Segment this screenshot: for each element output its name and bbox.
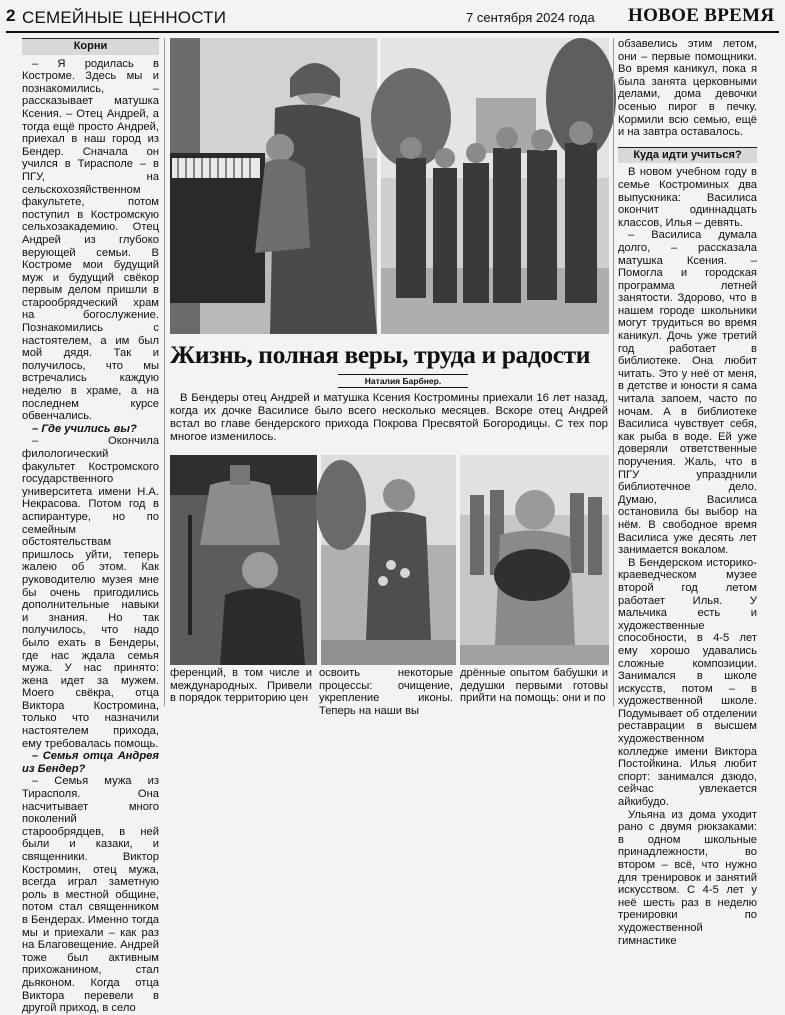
bottom-column-1 — [170, 667, 312, 710]
photo-bell-ringer — [170, 455, 317, 665]
issue-date: 7 сентября 2024 года — [466, 10, 595, 25]
paragraph: дрённые опытом бабушки и дедушки первыми готовы прийти на помощь: они и по — [460, 667, 608, 705]
header-rule — [6, 31, 779, 33]
article-author: Наталия Барбнер. — [338, 374, 468, 388]
paragraph: Ульяна из дома уходит рано с двумя рюкзаками: в одном школьные принадлежности, во втором – всё, что нужно для тренировок и занятий искусством. С 4-5 лет у неё шесть раз в неделю тренировки по художественной гимнастике — [618, 808, 757, 947]
bottom-column-3 — [460, 667, 608, 710]
paragraph: – Окончила филологический факультет Костромского государственного университета имени Н.А. Некрасова. Потом год в аспирантуре, но по семейным обстоятельствам пришлось уйти, теперь жалею об этом. Как руководителю музея мне бы очень пригодились дополнительные навыки и знания. Но так получилось, что надо было ехать в Бендеры, где нас ждала семья мужа. У нас принято: жена идет за мужем. Моего свёкра, отца Виктора Костромина, только что назначили настоятелем прихода, ему требовалась помощь. — [22, 435, 159, 750]
article-headline: Жизнь, полная веры, труда и радости — [170, 340, 591, 369]
newspaper-masthead: НОВОЕ ВРЕМЯ — [628, 5, 775, 26]
rubric-roots: Корни — [22, 38, 159, 55]
right-column — [618, 38, 757, 947]
bottom-column-2 — [319, 667, 453, 717]
paragraph: обзавелись этим летом, они – первые помощники. Во время каникул, пока я была занята церковными делами, дома девочки осенью пирог в печку. Кормили всю семью, ещё и на завтра оставалось. — [618, 38, 757, 139]
question: – Семья отца Андрея из Бендер? — [22, 750, 159, 775]
article-lead — [170, 392, 608, 444]
paragraph: В Бендерском историко-краеведческом музее второй год летом работает Илья. У мальчика есть и художественные способности, в 4-5 лет ему хорошо удавались сложные композиции. Занимался в школе искусств, потом – в художественной школе. Подумывает об отделении реставрации в высшем художественном колледже имени Виктора Постойкина. Илья любит спорт: занимался дзюдо, сейчас увлекается айкибудо. — [618, 556, 757, 809]
column-divider — [164, 38, 165, 706]
paragraph: ференций, в том числе и международных. Привели в порядок территорию цен — [170, 667, 312, 705]
section-title: СЕМЕЙНЫЕ ЦЕННОСТИ — [22, 8, 227, 27]
page-header — [0, 0, 785, 34]
page-number: 2 — [6, 6, 16, 25]
paragraph: – Я родилась в Костроме. Здесь мы и познакомились, – рассказывает матушка Ксения. – Отец Андрей, а тогда ещё просто Андрей, приехал в наш город из Бендер. Сначала он учился в Тирасполе – в ПГУ, на сельскохозяйственном факультете, потом поступил в Костромскую сельхозакадемию. Отец Андрей из глубоко верующей семьи. В Костроме мои будущий муж и будущий свёкор первым делом пришли в старообрядческий храм на богослужение. Познакомились с настоятелем, а им был мой дядя. Так и получилось, что мы встречались каждую неделю в храме, а на последнем курсе обвенчались. — [22, 57, 159, 423]
paragraph: В новом учебном году в семье Костроминых два выпускника: Василиса окончит одиннадцать классов, Илья – девять. — [618, 166, 757, 229]
photo-family — [381, 38, 609, 334]
paragraph: – Василиса думала долго, – рассказала матушка Ксения. – Помогла и городская программа летней занятости. Здорово, что в нашем городе школьники могут трудиться во время каникул. Дочь уже третий год работает в библиотеке. Она любит читать. Это у неё от меня, в детстве и юности я сама читала запоем, часто по ночам. А в библиотеке Василиса чувствует себя, как рыба в воде. Ей уже доверяли ответственные поручения. Жаль, что в ПГУ упразднили библиотечное дело. Думаю, Василиса остановила бы выбор на нём. В свободное время Василиса уже десять лет занимается вокалом. — [618, 229, 757, 557]
column-divider — [613, 38, 614, 706]
paragraph: – Семья мужа из Тирасполя. Она насчитывает много поколений старообрядцев, в ней были и казаки, и священники. Виктор Костромин, отец мужа, всегда играл заметную роль в местной общине, потом стал священником в Бендерах. Именно тогда мы и приехали – как раз на Благовещение. Андрей тоже был активным прихожанином, стал дьяконом. Когда отца Виктора перевели в другой приход, в село — [22, 775, 159, 1015]
question: – Где учились вы? — [32, 422, 137, 435]
lead-paragraph: В Бендеры отец Андрей и матушка Ксения Костромины приехали 16 лет назад, когда их дочке Василисе было всего несколько месяцев. Вскоре отец Андрей встал во главе бендерского прихода Покрова Пресвятой Богородицы. С тех пор многое изменилось. — [170, 392, 608, 443]
photo-piano — [170, 38, 377, 334]
photo-gymnast — [321, 455, 456, 665]
paragraph: освоить некоторые процессы: очищение, укрепление иконы. Теперь на наши вы — [319, 667, 453, 717]
photo-boy-with-rooster — [460, 455, 609, 665]
left-column — [22, 38, 159, 1015]
rubric-study: Куда идти учиться? — [618, 147, 757, 164]
